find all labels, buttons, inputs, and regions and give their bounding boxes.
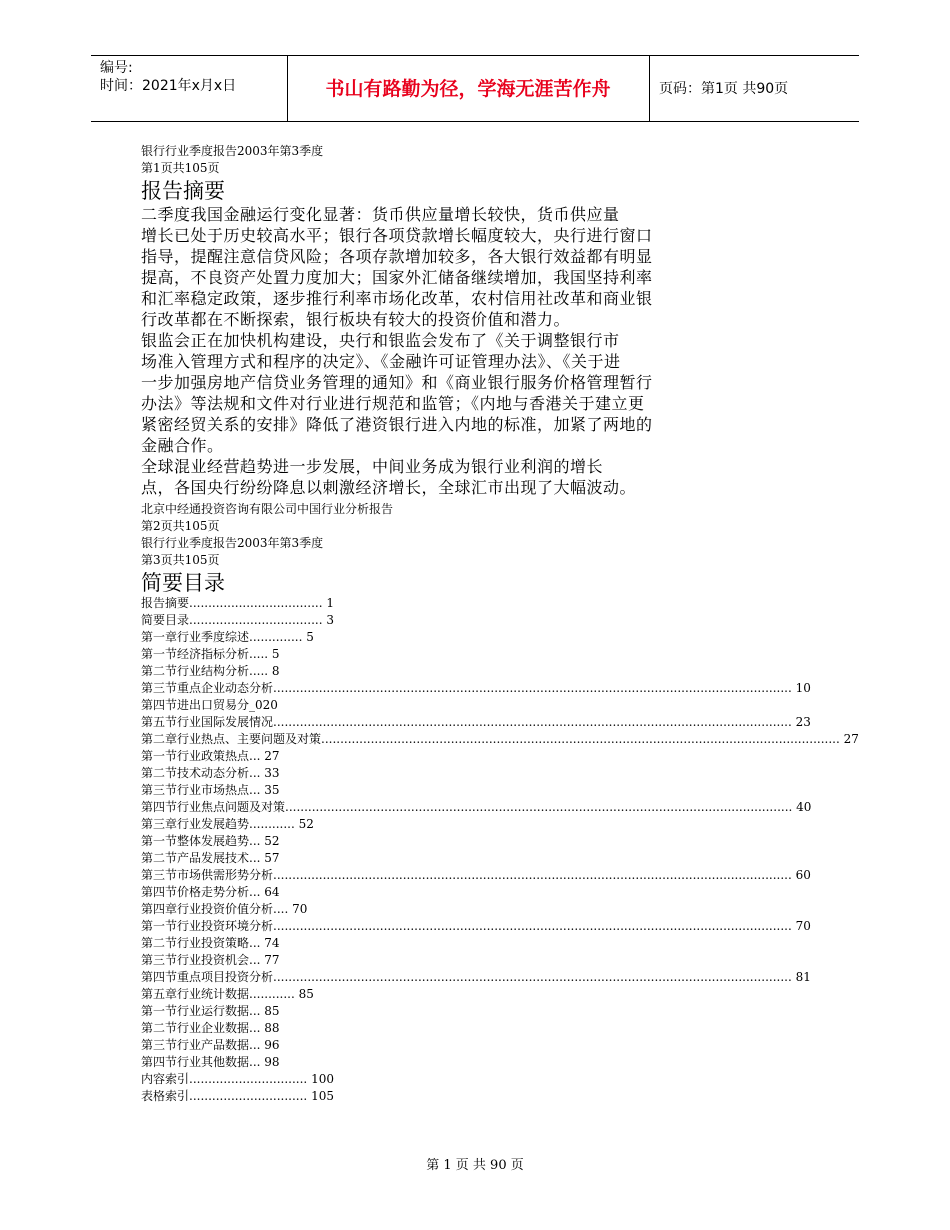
toc-entry[interactable]: 第二节技术动态分析... 33: [141, 766, 280, 780]
header-bottom-rule: [91, 121, 859, 122]
toc-entry[interactable]: 第四节价格走势分析... 64: [141, 885, 280, 899]
toc-entry[interactable]: 第四节重点项目投资分析........................................................................................................................................ 81: [141, 970, 811, 984]
toc-entry[interactable]: 第二章行业热点、主要问题及对策........................................................................................................................................ 27: [141, 732, 859, 746]
report-title-line-2: 银行行业季度报告2003年第3季度: [141, 536, 324, 550]
summary-line: 和汇率稳定政策，逐步推行利率市场化改革，农村信用社改革和商业银: [141, 289, 653, 308]
toc-entry[interactable]: 第一节行业政策热点... 27: [141, 749, 280, 763]
toc-entry[interactable]: 第一节整体发展趋势... 52: [141, 834, 280, 848]
summary-line: 一步加强房地产信贷业务管理的通知》和《商业银行服务价格管理暂行: [141, 373, 653, 392]
summary-line: 全球混业经营趋势进一步发展，中间业务成为银行业利润的增长: [141, 457, 604, 476]
toc-entry[interactable]: 第五章行业统计数据............ 85: [141, 987, 314, 1001]
toc-entry[interactable]: 第三节行业投资机会... 77: [141, 953, 280, 967]
summary-line: 二季度我国金融运行变化显著：货币供应量增长较快，货币供应量: [141, 205, 620, 224]
report-title-line: 银行行业季度报告2003年第3季度: [141, 144, 324, 158]
toc-entry[interactable]: 第三章行业发展趋势............ 52: [141, 817, 314, 831]
toc-entry[interactable]: 第二节行业企业数据... 88: [141, 1021, 280, 1035]
header-motto: 书山有路勤为径，学海无涯苦作舟: [325, 78, 611, 100]
company-report-line: 北京中经通投资咨询有限公司中国行业分析报告: [141, 502, 394, 516]
summary-heading: 报告摘要: [141, 179, 225, 203]
toc-entry[interactable]: 第一节经济指标分析..... 5: [141, 647, 280, 661]
header-divider-right: [649, 55, 650, 121]
toc-entry[interactable]: 第五节行业国际发展情况........................................................................................................................................ 23: [141, 715, 811, 729]
toc-entry[interactable]: 第三节行业市场热点... 35: [141, 783, 280, 797]
header-top-rule: [91, 55, 859, 56]
toc-entry[interactable]: 第二节行业结构分析..... 8: [141, 664, 280, 678]
toc-heading: 简要目录: [141, 571, 225, 595]
summary-line: 行改革都在不断探索，银行板块有较大的投资价值和潜力。: [141, 310, 571, 329]
toc-entry[interactable]: 内容索引............................... 100: [141, 1072, 334, 1086]
page-footer: 第 1 页 共 90 页: [426, 1158, 524, 1173]
toc-entry[interactable]: 简要目录................................... 3: [141, 613, 334, 627]
page-3-line: 第3页共105页: [141, 553, 220, 567]
summary-line: 提高，不良资产处置力度加大；国家外汇储备继续增加，我国坚持利率: [141, 268, 653, 287]
toc-entry[interactable]: 第三节重点企业动态分析........................................................................................................................................ 10: [141, 681, 811, 695]
summary-line: 场准入管理方式和程序的决定》、《金融许可证管理办法》、《关于进: [141, 352, 621, 371]
summary-line: 金融合作。: [141, 436, 224, 455]
toc-entry[interactable]: 第四节行业其他数据... 98: [141, 1055, 280, 1069]
summary-line: 指导，提醒注意信贷风险；各项存款增加较多，各大银行效益都有明显: [141, 247, 653, 266]
document-number-label: 编号:: [100, 60, 133, 76]
toc-entry[interactable]: 第四节行业焦点问题及对策..................................................................................................................................... 40: [141, 800, 812, 814]
toc-entry[interactable]: 第四节进出口贸易分_020: [141, 698, 278, 712]
toc-entry[interactable]: 第三节行业产品数据... 96: [141, 1038, 280, 1052]
toc-entry[interactable]: 第一节行业投资环境分析........................................................................................................................................ 70: [141, 919, 811, 933]
toc-entry[interactable]: 表格索引............................... 105: [141, 1089, 334, 1103]
toc-entry[interactable]: 第二节行业投资策略... 74: [141, 936, 280, 950]
summary-line: 增长已处于历史较高水平；银行各项贷款增长幅度较大，央行进行窗口: [141, 226, 653, 245]
summary-line: 点，各国央行纷纷降息以刺激经济增长，全球汇市出现了大幅波动。: [141, 478, 637, 497]
summary-line: 办法》等法规和文件对行业进行规范和监管；《内地与香港关于建立更: [141, 394, 645, 413]
toc-entry[interactable]: 第三节市场供需形势分析........................................................................................................................................ 60: [141, 868, 811, 882]
page-number-label: 页码：第1页 共90页: [659, 81, 789, 97]
toc-entry[interactable]: 报告摘要................................... 1: [141, 596, 334, 610]
summary-line: 紧密经贸关系的安排》降低了港资银行进入内地的标准，加紧了两地的: [141, 415, 653, 434]
page-2-line: 第2页共105页: [141, 519, 220, 533]
toc-entry[interactable]: 第一节行业运行数据... 85: [141, 1004, 280, 1018]
document-time-label: 时间：2021年x月x日: [100, 78, 237, 94]
toc-entry[interactable]: 第一章行业季度综述.............. 5: [141, 630, 314, 644]
report-page-line: 第1页共105页: [141, 161, 220, 175]
toc-entry[interactable]: 第四章行业投资价值分析.... 70: [141, 902, 308, 916]
summary-line: 银监会正在加快机构建设，央行和银监会发布了《关于调整银行市: [141, 331, 620, 350]
toc-entry[interactable]: 第二节产品发展技术... 57: [141, 851, 280, 865]
